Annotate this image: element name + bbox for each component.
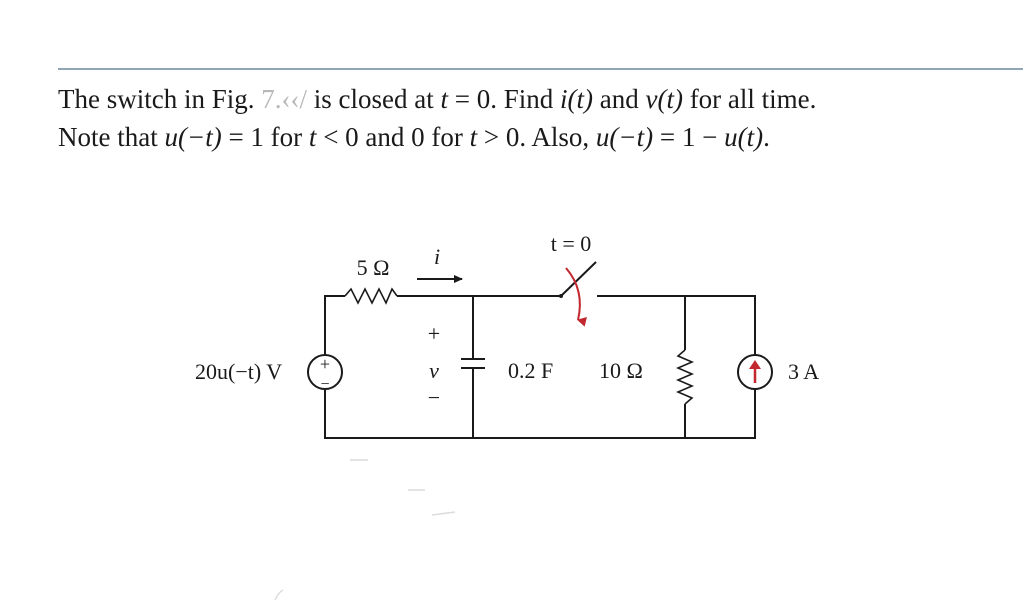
capacitor-icon [461,359,485,374]
current-i-label: i [433,244,441,269]
figure-reference: 7.‹‹/ [261,84,307,114]
v-label: v [429,358,439,383]
wire-top-right [597,296,755,346]
v-minus-sign: − [427,385,441,410]
switch-arrow-icon [566,268,580,320]
switch-icon [559,262,597,320]
resistor-10-ohm [678,350,692,404]
v-plus-sign: + [427,321,441,346]
source-plus-sign: + [319,354,331,374]
current-source-label: 3 A [788,359,820,384]
switch-label: t = 0 [550,231,592,256]
resistor-5-label: 5 Ω [356,255,390,280]
resistor-10-label: 10 Ω [599,358,643,383]
wire-left-top [325,296,345,346]
voltage-source-label: 20u(−t) V [195,359,283,384]
resistor-5-ohm [345,289,397,303]
problem-line-2: Note that u(−t) = 1 for t < 0 and 0 for t > 0. Also, u(−t) = 1 − u(t). [58,122,770,152]
problem-line-1: The switch in Fig. 7.‹‹/ is closed at t = 0. Find i(t) and v(t) for all time. [58,84,817,114]
capacitor-label: 0.2 F [508,358,554,383]
wire-bottom [325,398,755,438]
scan-artifacts [275,460,455,600]
source-minus-sign: − [320,376,330,393]
